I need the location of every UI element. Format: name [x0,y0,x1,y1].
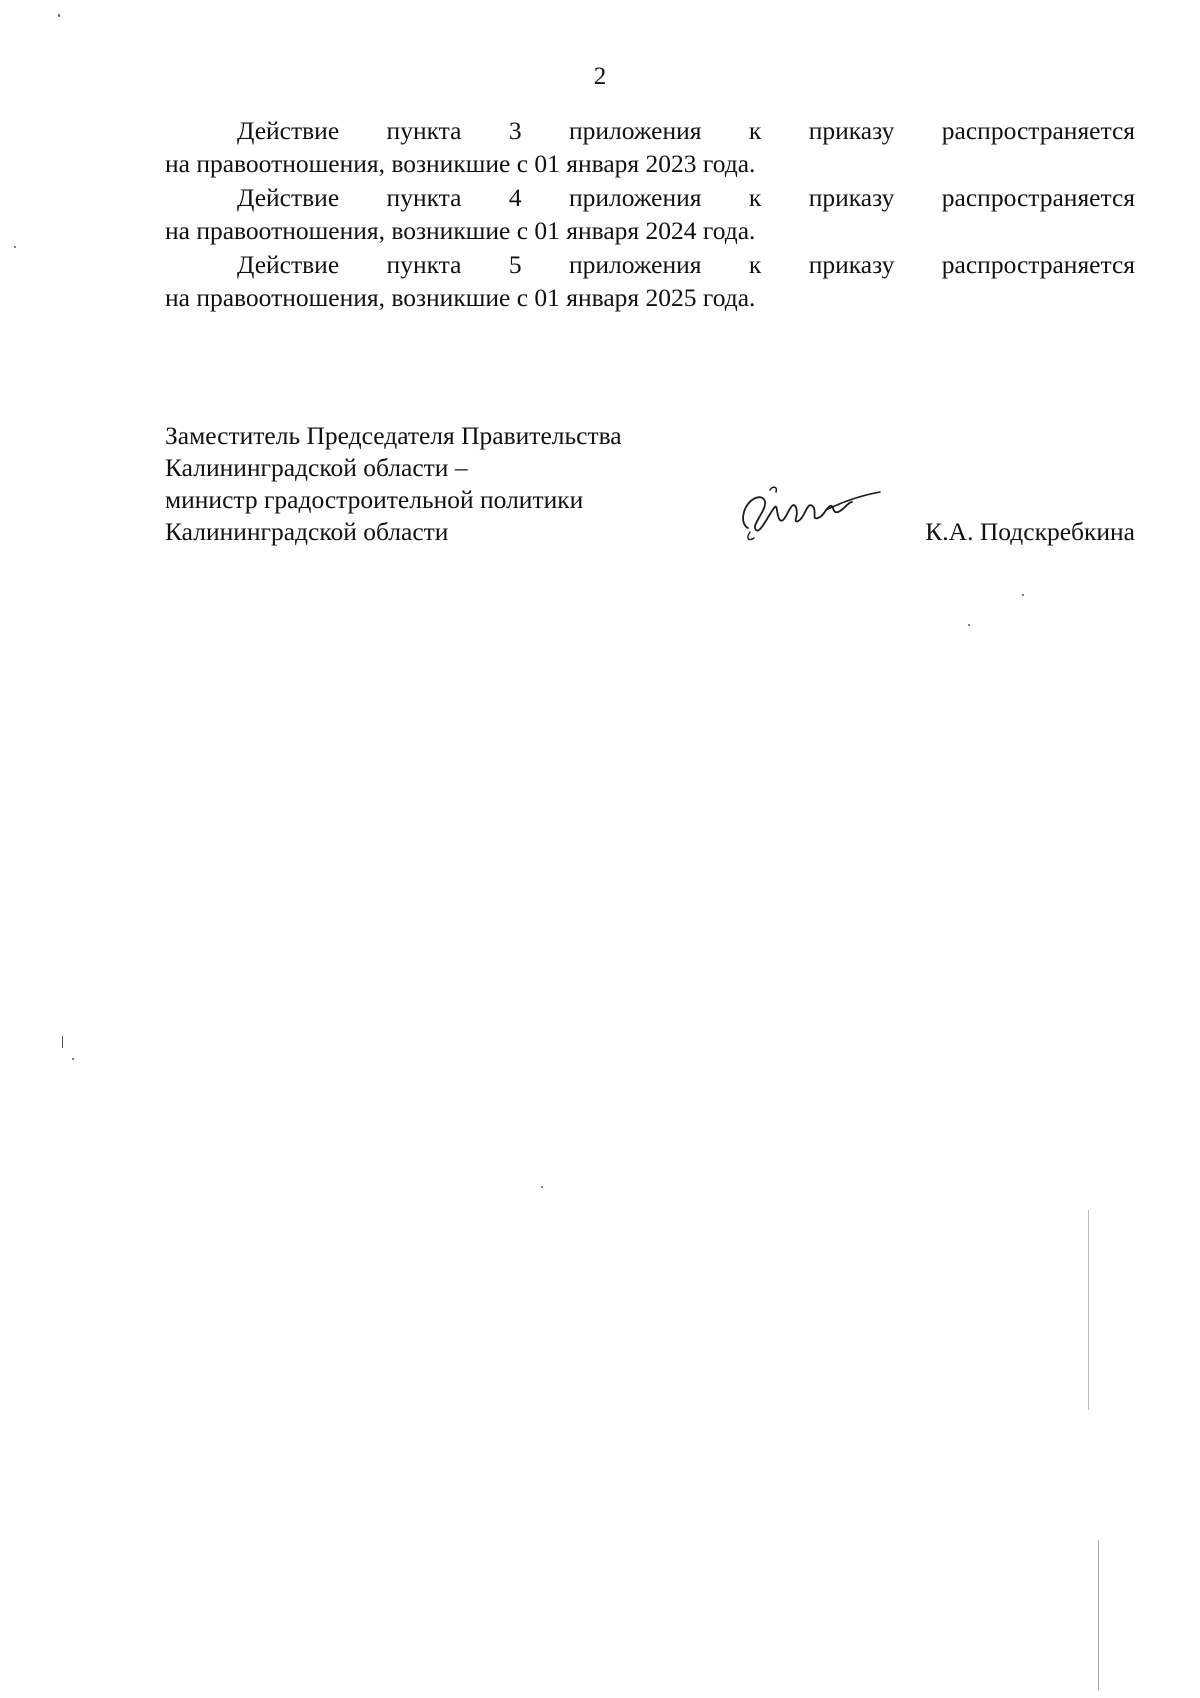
paragraph-item-5 [165,248,1135,315]
signature-block [165,420,1135,560]
scan-speck [968,624,970,626]
paragraph-line: Действие пункта 3 приложения к приказу распространяется [237,116,1135,145]
paragraph-line: на правоотношения, возникшие с 01 января 2023 года. [165,149,756,179]
paragraph-line: Действие пункта 4 приложения к приказу распространяется [237,182,1135,212]
document-body [165,114,1135,314]
paragraph-item-4 [165,181,1135,248]
scan-speck [72,1058,74,1060]
paragraph-line: на правоотношения, возникшие с 01 января 2024 года. [165,216,756,246]
scan-speck [58,14,60,17]
scan-speck [14,246,16,248]
handwritten-signature [730,472,885,547]
scan-speck [1088,1210,1089,1410]
scan-speck [1098,1540,1099,1690]
paragraph-line: на правоотношения, возникшие с 01 января 2025 года. [165,283,756,313]
paragraph-item-3 [165,114,1135,181]
position-line: Калининградской области [165,517,449,546]
scan-speck [541,1186,543,1188]
paragraph-line: Действие пункта 5 приложения к приказу распространяется [237,249,1135,279]
page-number: 2 [593,63,607,90]
signatory-position [165,420,725,548]
scan-speck [1022,594,1024,596]
position-line: Калининградской области – [165,453,468,482]
position-line: Заместитель Председателя Правительства [165,421,622,450]
scan-speck [62,1036,63,1048]
position-line: министр градостроительной политики [165,485,584,514]
signatory-name: К.А. Подскребкина [925,517,1135,546]
